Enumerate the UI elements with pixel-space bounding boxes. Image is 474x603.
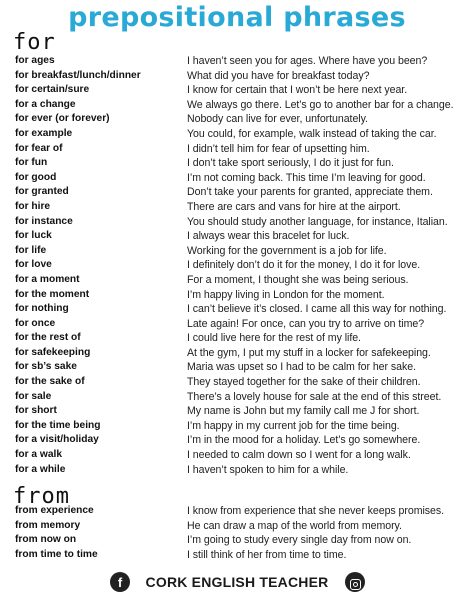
phrase-row — [0, 185, 474, 200]
phrase-row — [0, 258, 474, 273]
phrase-example: He can draw a map of the world from memory. — [187, 519, 402, 532]
phrase-term: for example — [15, 127, 73, 139]
phrase-row — [0, 69, 474, 84]
facebook-glyph: f — [117, 575, 123, 590]
phrase-term: for a moment — [15, 273, 80, 285]
phrase-row — [0, 548, 474, 563]
phrase-example: Late again! For once, can you try to arrive on time? — [187, 317, 425, 330]
phrase-example: I could live here for the rest of my life. — [187, 332, 361, 345]
phrase-term: for a change — [15, 98, 76, 110]
phrase-row — [0, 127, 474, 142]
phrase-term: for a walk — [15, 449, 62, 461]
phrase-term: for good — [15, 171, 57, 183]
phrase-row — [0, 433, 474, 448]
phrase-row — [0, 360, 474, 375]
phrase-example: I can’t believe it’s closed. I came all this way for nothing. — [187, 303, 447, 316]
phrase-example: You should study another language, for instance, Italian. — [187, 215, 448, 228]
phrase-row — [0, 215, 474, 230]
phrase-row — [0, 273, 474, 288]
phrase-term: for a while — [15, 463, 66, 475]
phrase-term: from now on — [15, 534, 77, 546]
phrase-row — [0, 200, 474, 215]
phrase-term: for hire — [15, 200, 51, 212]
section-heading-from: from — [13, 484, 70, 509]
footer — [0, 571, 474, 595]
phrase-example: I definitely don’t do it for the money, I do it for love. — [187, 259, 421, 272]
from-phrase-list — [0, 504, 474, 562]
phrase-row — [0, 463, 474, 478]
phrase-row — [0, 288, 474, 303]
page-title: prepositional phrases — [68, 2, 406, 33]
phrase-row — [0, 156, 474, 171]
phrase-example: For a moment, I thought she was being serious. — [187, 273, 409, 286]
phrase-row — [0, 229, 474, 244]
phrase-row — [0, 419, 474, 434]
phrase-term: for once — [15, 317, 56, 329]
phrase-term: from time to time — [15, 548, 98, 560]
phrase-row — [0, 171, 474, 186]
phrase-example: I didn’t tell him for fear of upsetting him. — [187, 142, 370, 155]
phrase-example: I always wear this bracelet for luck. — [187, 230, 350, 243]
phrase-term: for safekeeping — [15, 346, 91, 358]
phrase-term: for breakfast/lunch/dinner — [15, 69, 141, 81]
phrase-example: They stayed together for the sake of their children. — [187, 376, 421, 389]
phrase-example: My name is John but my family call me J for short. — [187, 405, 420, 418]
phrase-term: for ever (or forever) — [15, 113, 110, 125]
brand-name: CORK ENGLISH TEACHER — [145, 574, 329, 590]
phrase-example: You could, for example, walk instead of taking the car. — [187, 127, 437, 140]
phrase-row — [0, 346, 474, 361]
phrase-example: I know for certain that I won’t be here next year. — [187, 84, 408, 97]
phrase-example: There are cars and vans for hire at the airport. — [187, 200, 401, 213]
phrase-row — [0, 375, 474, 390]
phrase-row — [0, 142, 474, 157]
section-heading-for: for — [13, 30, 56, 55]
phrase-example: There’s a lovely house for sale at the end of this street. — [187, 390, 442, 403]
phrase-term: for a visit/holiday — [15, 434, 99, 446]
phrase-term: for life — [15, 244, 47, 256]
phrase-term: for sale — [15, 390, 52, 402]
phrase-row — [0, 317, 474, 332]
phrase-row — [0, 112, 474, 127]
phrase-row — [0, 404, 474, 419]
phrase-term: for certain/sure — [15, 84, 90, 96]
instagram-glyph — [350, 579, 361, 590]
for-phrase-list — [0, 54, 474, 477]
phrase-example: I needed to calm down so I went for a long walk. — [187, 449, 411, 462]
phrase-row — [0, 331, 474, 346]
phrase-example: I haven’t spoken to him for a while. — [187, 463, 349, 476]
phrase-term: for fear of — [15, 142, 63, 154]
phrase-row — [0, 302, 474, 317]
phrase-term: for ages — [15, 55, 55, 66]
phrase-example: I’m in the mood for a holiday. Let’s go somewhere. — [187, 434, 421, 447]
phrase-term: for sb’s sake — [15, 361, 77, 373]
phrase-term: for the rest of — [15, 332, 81, 344]
phrase-term: for nothing — [15, 303, 69, 315]
phrase-example: Nobody can live for ever, unfortunately. — [187, 113, 368, 126]
phrase-term: for short — [15, 405, 57, 417]
phrase-row — [0, 83, 474, 98]
phrase-example: Maria was upset so I had to be calm for her sake. — [187, 361, 416, 374]
phrase-example: I’m going to study every single day from now on. — [187, 534, 412, 547]
phrase-example: Working for the government is a job for life. — [187, 244, 387, 257]
phrase-term: from memory — [15, 519, 81, 531]
phrase-term: for granted — [15, 186, 69, 198]
phrase-example: I haven’t seen you for ages. Where have you been? — [187, 55, 428, 67]
phrase-term: for luck — [15, 230, 52, 242]
phrase-example: I don’t take sport seriously, I do it just for fun. — [187, 157, 394, 170]
phrase-row — [0, 244, 474, 259]
phrase-row — [0, 448, 474, 463]
phrase-example: We always go there. Let’s go to another bar for a change. — [187, 98, 454, 111]
phrase-example: I know from experience that she never keeps promises. — [187, 505, 445, 517]
instagram-icon[interactable] — [345, 572, 365, 592]
phrase-row — [0, 504, 474, 519]
phrase-term: for instance — [15, 215, 73, 227]
phrase-term: for the time being — [15, 419, 101, 431]
phrase-term: for love — [15, 259, 52, 271]
phrase-example: What did you have for breakfast today? — [187, 69, 370, 82]
phrase-row — [0, 390, 474, 405]
phrase-example: I’m not coming back. This time I’m leaving for good. — [187, 171, 426, 184]
phrase-example: I still think of her from time to time. — [187, 548, 347, 561]
phrase-row — [0, 533, 474, 548]
phrase-example: I’m happy in my current job for the time being. — [187, 419, 400, 432]
phrase-example: At the gym, I put my stuff in a locker for safekeeping. — [187, 346, 431, 359]
phrase-example: Don’t take your parents for granted, appreciate them. — [187, 186, 433, 199]
phrase-example: I’m happy living in London for the moment. — [187, 288, 385, 301]
phrase-term: for the moment — [15, 288, 90, 300]
phrase-term: for fun — [15, 157, 48, 169]
phrase-row — [0, 54, 474, 69]
phrase-term: from experience — [15, 505, 94, 516]
phrase-row — [0, 519, 474, 534]
phrase-row — [0, 98, 474, 113]
phrase-term: for the sake of — [15, 376, 85, 388]
